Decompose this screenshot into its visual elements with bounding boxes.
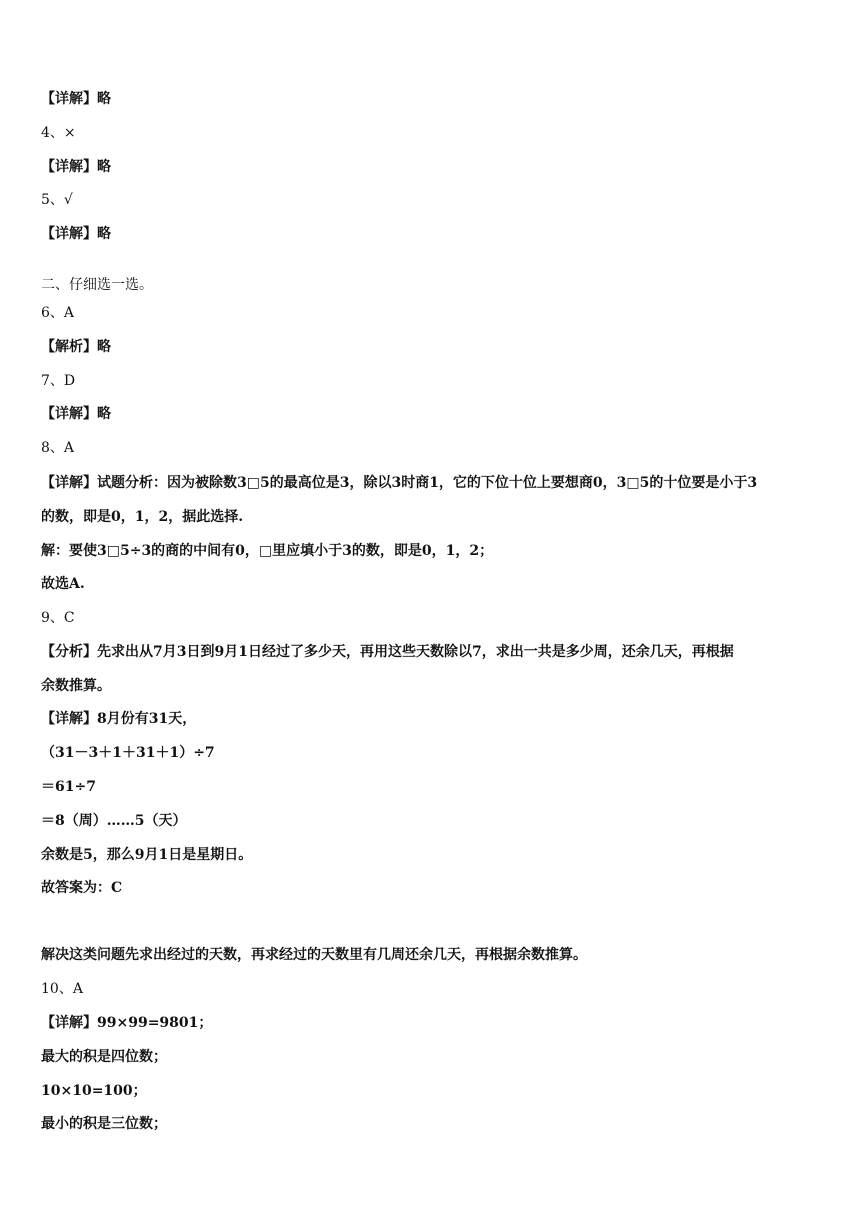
equation-line: （31－3＋1＋31＋1）÷7 [41,745,215,761]
answer-detail: 【详解】略 [41,406,111,422]
answer-detail: 【详解】略 [41,91,111,107]
answer-item-10: 10、A [41,981,83,997]
answer-detail: 【详解】略 [41,159,111,175]
answer-item-4: 4、× [41,125,76,141]
answer-analysis: 【解析】略 [41,339,111,355]
answer-analysis: 【分析】先求出从7月3日到9月1日经过了多少天，再用这些天数除以7，求出一共是多少周，还余几天，再根据 [41,644,734,660]
section-heading: 二、仔细选一选。 [41,277,153,293]
answer-item-9: 9、C [41,610,75,626]
equation-line: 10×10=100； [41,1083,147,1099]
summary-text: 解决这类问题先求出经过的天数，再求经过的天数里有几周还余几天，再根据余数推算。 [41,947,587,963]
answer-item-7: 7、D [41,373,76,389]
equation-line: ＝61÷7 [41,779,96,795]
detail-text: 最小的积是三位数； [41,1116,167,1132]
equation-line: ＝8（周）……5（天） [41,813,187,829]
answer-item-6: 6、A [41,305,75,321]
answer-item-5: 5、√ [41,192,73,208]
conclusion-text: 余数是5，那么9月1日是星期日。 [41,847,253,863]
solution-text: 解：要使3□5÷3的商的中间有0，□里应填小于3的数，即是0，1，2； [41,543,494,559]
answer-detail: 【详解】99×99=9801； [41,1015,213,1031]
answer-detail: 【详解】略 [41,226,111,242]
solution-choice: 故选A. [41,576,85,592]
answer-analysis-cont: 余数推算。 [41,678,111,694]
detail-text: 最大的积是四位数； [41,1049,167,1065]
final-answer: 故答案为：C [41,880,123,896]
answer-detail-cont: 的数，即是0，1，2，据此选择. [41,509,244,525]
answer-detail: 【详解】8月份有31天， [41,711,197,727]
answer-item-8: 8、A [41,440,75,456]
answer-detail: 【详解】试题分析：因为被除数3□5的最高位是3，除以3时商1，它的下位十位上要想商0，3□5的十位要是小于3 [41,475,758,491]
